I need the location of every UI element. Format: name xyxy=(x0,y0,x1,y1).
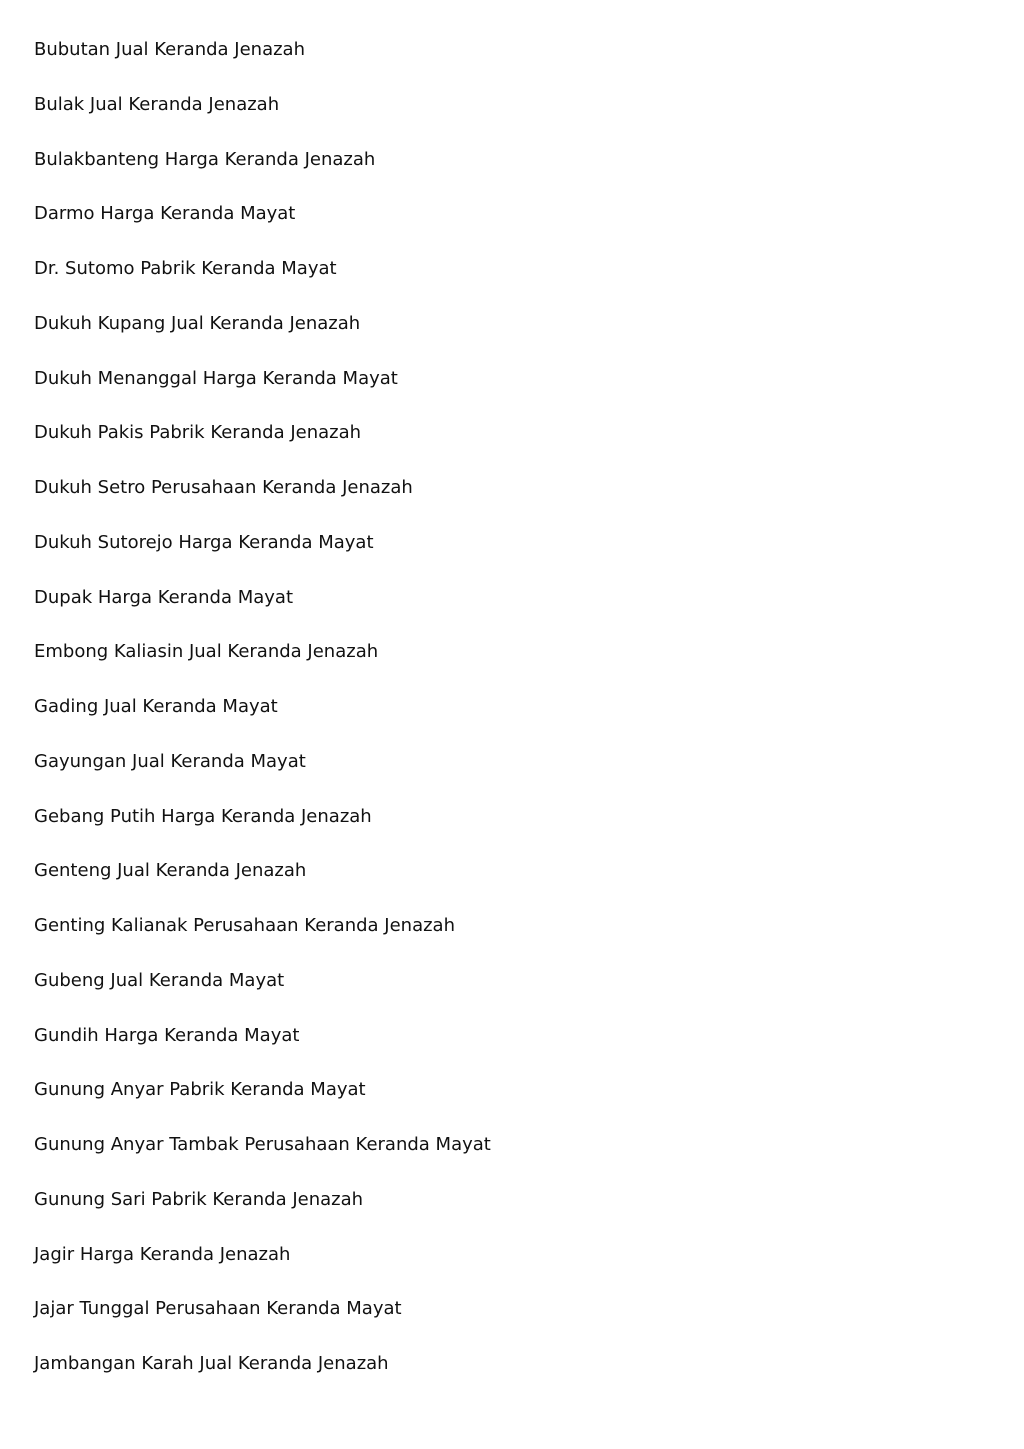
list-item: Gubeng Jual Keranda Mayat xyxy=(34,969,285,991)
list-item: Gundih Harga Keranda Mayat xyxy=(34,1024,300,1046)
list-item: Bulak Jual Keranda Jenazah xyxy=(34,93,280,115)
list-item: Darmo Harga Keranda Mayat xyxy=(34,203,296,225)
list-item: Dukuh Sutorejo Harga Keranda Mayat xyxy=(34,531,374,553)
list-item: Gebang Putih Harga Keranda Jenazah xyxy=(34,805,372,827)
list-item: Jambangan Karah Jual Keranda Jenazah xyxy=(34,1353,389,1374)
list-item: Jagir Harga Keranda Jenazah xyxy=(34,1243,291,1265)
list-item: Gunung Sari Pabrik Keranda Jenazah xyxy=(34,1188,364,1210)
list-item: Dukuh Setro Perusahaan Keranda Jenazah xyxy=(34,477,413,498)
keranda-location-list xyxy=(34,36,491,1405)
list-item: Dukuh Pakis Pabrik Keranda Jenazah xyxy=(34,422,362,444)
list-item: Dukuh Menanggal Harga Keranda Mayat xyxy=(34,367,398,389)
list-item: Dukuh Kupang Jual Keranda Jenazah xyxy=(34,312,361,334)
list-item: Embong Kaliasin Jual Keranda Jenazah xyxy=(34,641,379,663)
list-item: Gunung Anyar Pabrik Keranda Mayat xyxy=(34,1079,366,1101)
list-item: Genteng Jual Keranda Jenazah xyxy=(34,860,307,882)
list-item: Jajar Tunggal Perusahaan Keranda Mayat xyxy=(34,1298,402,1320)
list-item: Genting Kalianak Perusahaan Keranda Jenazah xyxy=(34,915,455,936)
list-item: Bulakbanteng Harga Keranda Jenazah xyxy=(34,148,376,170)
list-item: Gayungan Jual Keranda Mayat xyxy=(34,750,306,772)
list-item: Bubutan Jual Keranda Jenazah xyxy=(34,39,305,60)
list-item: Dr. Sutomo Pabrik Keranda Mayat xyxy=(34,258,337,279)
list-item: Gunung Anyar Tambak Perusahaan Keranda Mayat xyxy=(34,1134,491,1155)
list-item: Gading Jual Keranda Mayat xyxy=(34,696,278,717)
list-item: Dupak Harga Keranda Mayat xyxy=(34,586,293,608)
